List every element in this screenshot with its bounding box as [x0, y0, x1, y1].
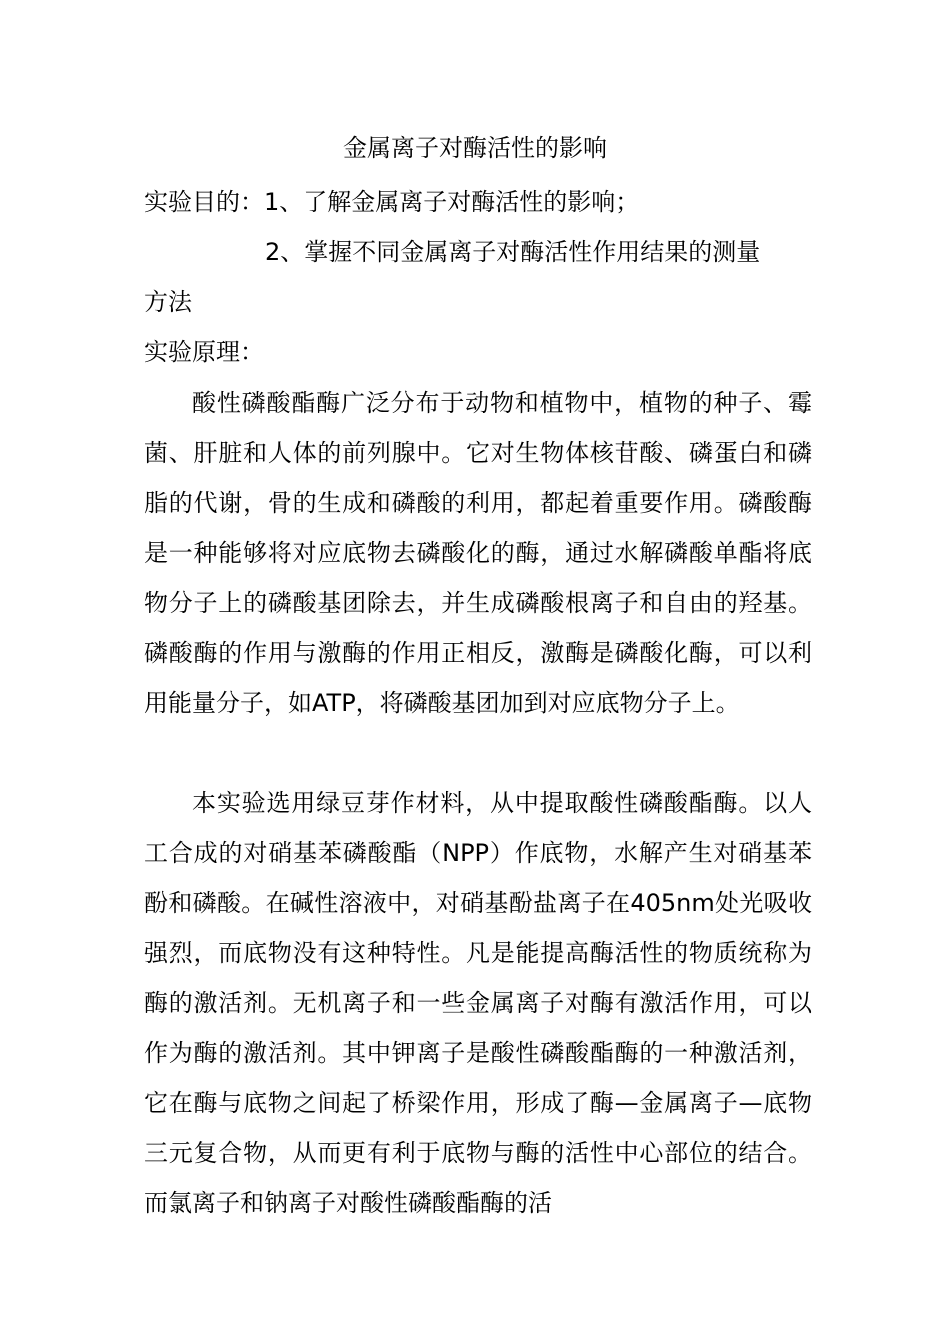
objective-item-2-continued: 方法 [144, 288, 192, 316]
principle-label: 实验原理： [144, 338, 264, 366]
objective-item-1: 1、了解金属离子对酶活性的影响； [264, 188, 640, 216]
document-title: 金属离子对酶活性的影响 [343, 134, 607, 162]
objective-item-2: 2、掌握不同金属离子对酶活性作用结果的测量 [265, 238, 761, 266]
objective-label: 实验目的： [144, 188, 264, 216]
objective-line-1 [144, 184, 639, 220]
principle-paragraph-1: 酸性磷酸酯酶广泛分布于动物和植物中，植物的种子、霉菌、肝脏和人体的前列腺中。它对生物体核苷酸、磷蛋白和磷脂的代谢，骨的生成和磷酸的利用，都起着重要作用。磷酸酶是一种能够将对应底物去磷酸化的酶，通过水解磷酸单酯将底物分子上的磷酸基团除去，并生成磷酸根离子和自由的羟基。磷酸酶的作用与激酶的作用正相反，激酶是磷酸化酶，可以利用能量分子，如ATP，将磷酸基团加到对应底物分子上。 [144, 389, 812, 717]
principle-paragraph-2: 本实验选用绿豆芽作材料，从中提取酸性磷酸酯酶。以人工合成的对硝基苯磷酸酯（NPP）作底物，水解产生对硝基苯酚和磷酸。在碱性溶液中，对硝基酚盐离子在405nm处光吸收强烈，而底物没有这种特性。凡是能提高酶活性的物质统称为酶的激活剂。无机离子和一些金属离子对酶有激活作用，可以作为酶的激活剂。其中钾离子是酸性磷酸酯酶的一种激活剂，它在酶与底物之间起了桥梁作用，形成了酶—金属离子—底物三元复合物，从而更有利于底物与酶的活性中心部位的结合。而氯离子和钠离子对酸性磷酸酯酶的活 [144, 789, 812, 1217]
